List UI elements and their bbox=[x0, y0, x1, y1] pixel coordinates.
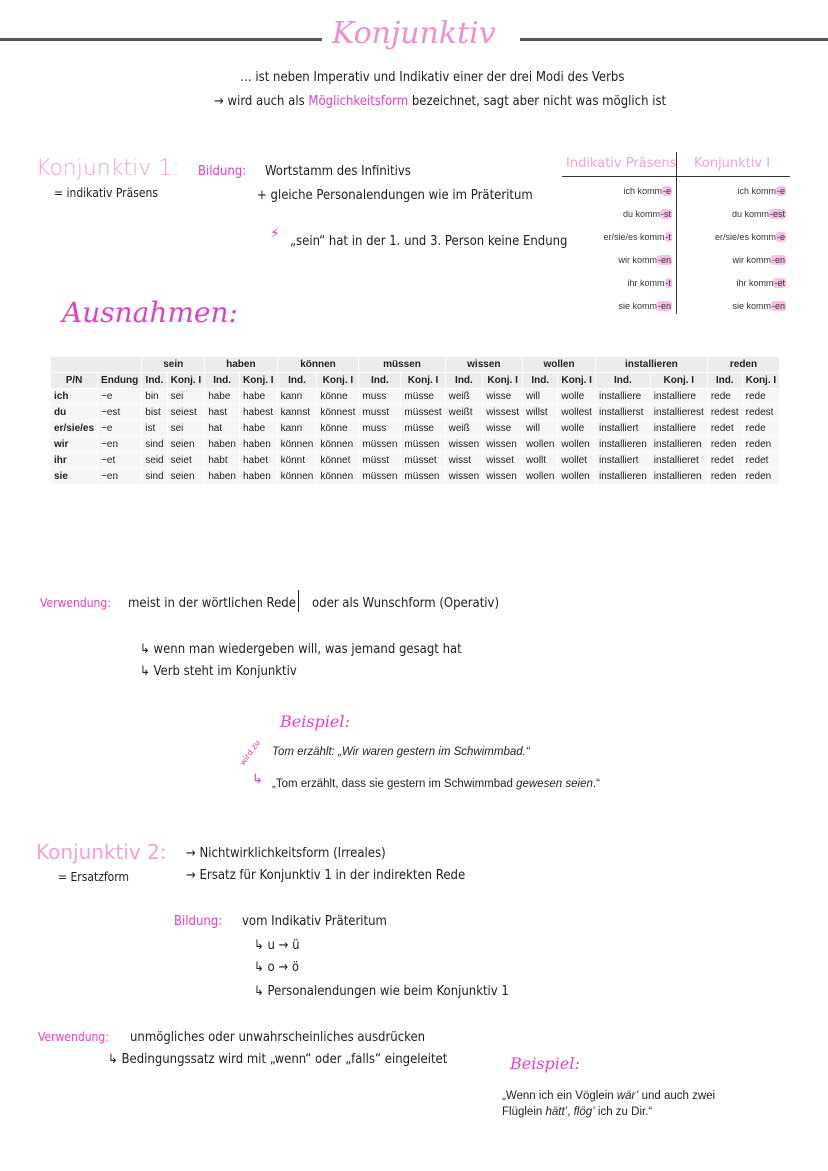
form-cell: weißt bbox=[445, 405, 483, 421]
column-header: Ind. bbox=[445, 373, 483, 389]
form-cell: wissen bbox=[483, 469, 523, 485]
table-row bbox=[51, 453, 780, 469]
column-header: Konj. I bbox=[742, 373, 780, 389]
verb-header: reden bbox=[707, 357, 779, 373]
verb-header-row bbox=[51, 357, 780, 373]
form-cell: müssen bbox=[401, 469, 445, 485]
k1-bildung-1: Wortstamm des Infinitivs bbox=[265, 164, 411, 179]
beispiel1-side-label: wird zu bbox=[238, 738, 262, 768]
column-header: Ind. bbox=[277, 373, 317, 389]
form-cell: kannst bbox=[277, 405, 317, 421]
form-cell: wollt bbox=[523, 453, 558, 469]
verwendung2-label: Verwendung: bbox=[38, 1030, 109, 1044]
paradigm-vline bbox=[676, 152, 677, 314]
form-cell: willst bbox=[523, 405, 558, 421]
form-cell: weiß bbox=[445, 421, 483, 437]
form-cell: installiert bbox=[595, 453, 650, 469]
turn-arrow-icon: ↳ bbox=[254, 938, 264, 953]
form-cell: wissest bbox=[483, 405, 523, 421]
form-cell: können bbox=[277, 469, 317, 485]
paradigm-ind-stem: ihr komm bbox=[627, 278, 665, 288]
k2-point-1-text: Nichtwirklichkeitsform (Irreales) bbox=[199, 846, 386, 861]
form-cell: müssen bbox=[359, 437, 401, 453]
k1-heading: Konjunktiv 1: bbox=[36, 156, 180, 181]
beispiel2-line-2b: ich zu Dir.“ bbox=[594, 1106, 653, 1118]
k2-heading: Konjunktiv 2: bbox=[36, 840, 167, 864]
form-cell: wollet bbox=[558, 453, 596, 469]
column-header: Ind. bbox=[707, 373, 742, 389]
verwendung1-point-1 bbox=[140, 642, 462, 657]
beispiel2-line-1b: und auch zwei bbox=[638, 1090, 716, 1102]
form-cell: installieren bbox=[595, 469, 650, 485]
column-header: Ind. bbox=[359, 373, 401, 389]
paradigm-ind-stem: sie komm bbox=[618, 301, 657, 311]
form-cell: müsse bbox=[401, 389, 445, 405]
paradigm-table bbox=[560, 152, 792, 316]
form-cell: reden bbox=[742, 469, 780, 485]
form-cell: können bbox=[317, 469, 359, 485]
verwendung1-point-1-text: wenn man wiedergeben will, was jemand gesagt hat bbox=[153, 642, 462, 657]
ending-cell: ~e bbox=[98, 421, 142, 437]
k2-rule-2-text: o → ö bbox=[267, 960, 300, 975]
form-cell: seien bbox=[167, 469, 205, 485]
form-cell: seid bbox=[142, 453, 167, 469]
form-cell: wolle bbox=[558, 421, 596, 437]
form-cell: könne bbox=[317, 421, 359, 437]
k1-note: „sein“ hat in der 1. und 3. Person keine Endung bbox=[290, 234, 568, 249]
form-cell: hast bbox=[205, 405, 240, 421]
column-header: Endung bbox=[98, 373, 142, 389]
form-cell: installierst bbox=[595, 405, 650, 421]
form-cell: wissen bbox=[483, 437, 523, 453]
paradigm-ind-cell bbox=[603, 232, 672, 242]
k2-bildung-1: vom Indikativ Präteritum bbox=[242, 914, 387, 929]
beispiel2-line-2a: Flüglein bbox=[502, 1106, 546, 1118]
form-cell: wollen bbox=[523, 437, 558, 453]
beispiel1-line-2-emph: gewesen seien bbox=[516, 778, 593, 790]
column-header: Konj. I bbox=[401, 373, 445, 389]
paradigm-konj-stem: ihr komm bbox=[736, 278, 774, 288]
paradigm-ind-ending: -t bbox=[665, 232, 671, 242]
form-cell: seiet bbox=[167, 453, 205, 469]
column-header: Konj. I bbox=[167, 373, 205, 389]
intro-line-2 bbox=[214, 94, 666, 109]
k2-point-1 bbox=[186, 846, 386, 861]
column-header: Ind. bbox=[523, 373, 558, 389]
form-cell: redet bbox=[707, 453, 742, 469]
form-cell: installiere bbox=[650, 389, 707, 405]
paradigm-konj-stem: sie komm bbox=[732, 301, 771, 311]
paradigm-konj-cell bbox=[736, 278, 786, 288]
turn-arrow-icon: ↳ bbox=[140, 664, 150, 679]
beispiel2-line-2-mid: , bbox=[567, 1106, 574, 1118]
form-cell: habe bbox=[240, 389, 278, 405]
form-cell: hat bbox=[205, 421, 240, 437]
form-cell: installieren bbox=[595, 437, 650, 453]
form-cell: redest bbox=[742, 405, 780, 421]
form-cell: wolle bbox=[558, 389, 596, 405]
form-cell: rede bbox=[707, 389, 742, 405]
ending-cell: ~en bbox=[98, 469, 142, 485]
paradigm-ind-stem: er/sie/es komm bbox=[603, 232, 665, 242]
verb-header: wissen bbox=[445, 357, 522, 373]
form-cell: seien bbox=[167, 437, 205, 453]
form-cell: können bbox=[277, 437, 317, 453]
form-cell: weiß bbox=[445, 389, 483, 405]
form-cell: wollen bbox=[523, 469, 558, 485]
page-title: Konjunktiv bbox=[332, 16, 496, 51]
form-cell: will bbox=[523, 421, 558, 437]
paradigm-konj-ending: -et bbox=[774, 278, 785, 288]
beispiel2-label: Beispiel: bbox=[510, 1054, 580, 1073]
intro-line-1: … ist neben Imperativ und Indikativ einer der drei Modi des Verbs bbox=[240, 70, 625, 85]
paradigm-konj-cell bbox=[715, 232, 786, 242]
form-cell: rede bbox=[742, 389, 780, 405]
verb-header: wollen bbox=[523, 357, 596, 373]
turn-arrow-icon: ↳ bbox=[108, 1052, 118, 1067]
paradigm-konj-stem: du komm bbox=[731, 209, 769, 219]
verb-header: müssen bbox=[359, 357, 445, 373]
beispiel1-line-2 bbox=[272, 778, 600, 790]
verb-header: sein bbox=[142, 357, 205, 373]
person-cell: du bbox=[51, 405, 98, 421]
k2-rule-1 bbox=[254, 938, 300, 953]
column-header: Ind. bbox=[595, 373, 650, 389]
person-cell: wir bbox=[51, 437, 98, 453]
beispiel2-line-1 bbox=[502, 1090, 715, 1102]
paradigm-ind-cell bbox=[618, 301, 672, 311]
verb-header: haben bbox=[205, 357, 277, 373]
k2-rule-3 bbox=[254, 984, 509, 999]
form-cell: ist bbox=[142, 421, 167, 437]
form-cell: haben bbox=[205, 437, 240, 453]
form-cell: will bbox=[523, 389, 558, 405]
form-cell: müssest bbox=[401, 405, 445, 421]
form-cell: sind bbox=[142, 469, 167, 485]
form-cell: kann bbox=[277, 421, 317, 437]
k2-point-2-text: Ersatz für Konjunktiv 1 in der indirekten Rede bbox=[199, 868, 466, 883]
paradigm-ind-ending: -st bbox=[661, 209, 671, 219]
form-cell: wisse bbox=[483, 421, 523, 437]
paradigm-ind-ending: -en bbox=[657, 255, 671, 265]
paradigm-head-ind: Indikativ Präsens bbox=[566, 156, 677, 171]
lightning-icon: ⚡ bbox=[270, 226, 280, 242]
form-cell: sei bbox=[167, 421, 205, 437]
form-cell: könnest bbox=[317, 405, 359, 421]
paradigm-ind-cell bbox=[627, 278, 672, 288]
paradigm-konj-ending: -est bbox=[769, 209, 785, 219]
intro-line-2-suffix: bezeichnet, sagt aber nicht was möglich ist bbox=[411, 94, 667, 109]
beispiel1-label: Beispiel: bbox=[280, 712, 350, 731]
beispiel1-line-2b: .“ bbox=[592, 778, 600, 790]
form-cell: redet bbox=[707, 421, 742, 437]
column-header: Ind. bbox=[205, 373, 240, 389]
form-cell: installierest bbox=[650, 405, 707, 421]
form-cell: redet bbox=[742, 453, 780, 469]
paradigm-ind-stem: ich komm bbox=[623, 186, 662, 196]
beispiel2-line-2-emph-2: flög’ bbox=[573, 1106, 595, 1118]
form-cell: kann bbox=[277, 389, 317, 405]
arrow-right-icon: → bbox=[186, 868, 196, 883]
paradigm-konj-cell bbox=[732, 255, 786, 265]
ending-cell: ~e bbox=[98, 389, 142, 405]
subheader-row bbox=[51, 373, 780, 389]
form-cell: muss bbox=[359, 421, 401, 437]
paradigm-konj-cell bbox=[737, 186, 786, 196]
form-cell: haben bbox=[205, 469, 240, 485]
intro-line-2-prefix: → wird auch als bbox=[214, 94, 305, 109]
verwendung1-label: Verwendung: bbox=[40, 596, 111, 610]
form-cell: habe bbox=[240, 421, 278, 437]
k2-point-2 bbox=[186, 868, 465, 883]
form-cell: müsst bbox=[359, 453, 401, 469]
verwendung2-point bbox=[108, 1052, 447, 1067]
paradigm-konj-stem: wir komm bbox=[732, 255, 771, 265]
table-row bbox=[51, 421, 780, 437]
form-cell: muss bbox=[359, 389, 401, 405]
ending-cell: ~et bbox=[98, 453, 142, 469]
verwendung1-point-2 bbox=[140, 664, 297, 679]
title-rule-left bbox=[0, 38, 322, 41]
k1-sub: = indikativ Präsens bbox=[54, 186, 158, 200]
paradigm-ind-stem: wir komm bbox=[618, 255, 657, 265]
form-cell: installiert bbox=[595, 421, 650, 437]
paradigm-konj-ending: -en bbox=[771, 255, 785, 265]
arrow-right-icon: ↳ bbox=[252, 772, 263, 787]
form-cell: können bbox=[317, 437, 359, 453]
k2-rule-2 bbox=[254, 960, 299, 975]
form-cell: wollen bbox=[558, 437, 596, 453]
paradigm-head-konj: Konjunktiv I bbox=[694, 156, 771, 171]
verwendung2-text: unmögliches oder unwahrscheinliches ausdrücken bbox=[130, 1030, 426, 1045]
k2-sub: = Ersatzform bbox=[58, 870, 130, 884]
form-cell: redest bbox=[707, 405, 742, 421]
form-cell: haben bbox=[240, 437, 278, 453]
turn-arrow-icon: ↳ bbox=[254, 984, 264, 999]
paradigm-ind-cell bbox=[618, 255, 672, 265]
form-cell: wissen bbox=[445, 469, 483, 485]
verwendung1-text-b: oder als Wunschform (Operativ) bbox=[312, 596, 500, 611]
column-header: P/N bbox=[51, 373, 98, 389]
form-cell: bist bbox=[142, 405, 167, 421]
paradigm-konj-ending: -e bbox=[776, 186, 785, 196]
beispiel2-line-2-emph-1: hätt’ bbox=[545, 1106, 568, 1118]
form-cell: reden bbox=[707, 437, 742, 453]
column-header: Konj. I bbox=[483, 373, 523, 389]
form-cell: müsset bbox=[401, 453, 445, 469]
paradigm-konj-cell bbox=[732, 301, 786, 311]
form-cell: installieren bbox=[650, 437, 707, 453]
column-header: Konj. I bbox=[240, 373, 278, 389]
form-cell: habest bbox=[240, 405, 278, 421]
person-cell: ich bbox=[51, 389, 98, 405]
paradigm-ind-ending: -t bbox=[665, 278, 671, 288]
person-cell: ihr bbox=[51, 453, 98, 469]
paradigm-ind-cell bbox=[623, 186, 672, 196]
form-cell: wisse bbox=[483, 389, 523, 405]
k1-bildung-2: + gleiche Personalendungen wie im Präteritum bbox=[257, 188, 533, 203]
beispiel2-line-1a: „Wenn ich ein Vöglein bbox=[502, 1090, 617, 1102]
form-cell: installiere bbox=[595, 389, 650, 405]
form-cell: wollest bbox=[558, 405, 596, 421]
beispiel2-line-1-emph: wär’ bbox=[616, 1090, 639, 1102]
paradigm-konj-stem: ich komm bbox=[737, 186, 776, 196]
k2-rule-1-text: u → ü bbox=[267, 938, 300, 953]
form-cell: müssen bbox=[401, 437, 445, 453]
form-cell: wollen bbox=[558, 469, 596, 485]
form-cell: seiest bbox=[167, 405, 205, 421]
beispiel2-line-2 bbox=[502, 1106, 652, 1118]
form-cell: könnt bbox=[277, 453, 317, 469]
table-row bbox=[51, 389, 780, 405]
verwendung2-point-text: Bedingungssatz wird mit „wenn“ oder „falls“ eingeleitet bbox=[121, 1052, 448, 1067]
form-cell: bin bbox=[142, 389, 167, 405]
table-corner-cell bbox=[51, 357, 142, 373]
person-cell: er/sie/es bbox=[51, 421, 98, 437]
paradigm-konj-stem: er/sie/es komm bbox=[714, 232, 776, 242]
form-cell: müssen bbox=[359, 469, 401, 485]
ending-cell: ~en bbox=[98, 437, 142, 453]
title-rule-right bbox=[520, 38, 828, 41]
paradigm-ind-stem: du komm bbox=[622, 209, 660, 219]
turn-arrow-icon: ↳ bbox=[140, 642, 150, 657]
k2-bildung-label: Bildung: bbox=[174, 914, 223, 929]
paradigm-ind-ending: -en bbox=[657, 301, 671, 311]
conjugation-table bbox=[50, 356, 780, 485]
verwendung1-point-2-text: Verb steht im Konjunktiv bbox=[153, 664, 297, 679]
beispiel1-line-1: Tom erzählt: „Wir waren gestern im Schwimmbad.“ bbox=[272, 746, 530, 758]
table-row bbox=[51, 437, 780, 453]
form-cell: wisset bbox=[483, 453, 523, 469]
k2-rule-3-text: Personalendungen wie beim Konjunktiv 1 bbox=[267, 984, 509, 999]
table-row bbox=[51, 405, 780, 421]
form-cell: musst bbox=[359, 405, 401, 421]
table-row bbox=[51, 469, 780, 485]
form-cell: habe bbox=[205, 389, 240, 405]
form-cell: sei bbox=[167, 389, 205, 405]
form-cell: müsse bbox=[401, 421, 445, 437]
verwendung1-text-a: meist in der wörtlichen Rede bbox=[128, 596, 296, 611]
beispiel1-line-2a: „Tom erzählt, dass sie gestern im Schwimmbad bbox=[272, 778, 517, 790]
conjugation-table-wrapper bbox=[50, 356, 780, 485]
column-header: Ind. bbox=[142, 373, 167, 389]
paradigm-konj-cell bbox=[732, 209, 786, 219]
verb-header: installieren bbox=[595, 357, 707, 373]
form-cell: habet bbox=[240, 453, 278, 469]
form-cell: reden bbox=[707, 469, 742, 485]
column-header: Konj. I bbox=[317, 373, 359, 389]
form-cell: installieren bbox=[650, 469, 707, 485]
form-cell: könne bbox=[317, 389, 359, 405]
arrow-right-icon: → bbox=[186, 846, 196, 861]
column-header: Konj. I bbox=[650, 373, 707, 389]
intro-highlight: Möglichkeitsform bbox=[308, 94, 409, 109]
verwendung1-divider bbox=[298, 590, 299, 612]
form-cell: haben bbox=[240, 469, 278, 485]
verb-header: können bbox=[277, 357, 359, 373]
form-cell: wissen bbox=[445, 437, 483, 453]
form-cell: rede bbox=[742, 421, 780, 437]
turn-arrow-icon: ↳ bbox=[254, 960, 264, 975]
form-cell: installieret bbox=[650, 453, 707, 469]
form-cell: habt bbox=[205, 453, 240, 469]
column-header: Konj. I bbox=[558, 373, 596, 389]
paradigm-konj-ending: -e bbox=[776, 232, 785, 242]
form-cell: installiere bbox=[650, 421, 707, 437]
form-cell: könnet bbox=[317, 453, 359, 469]
form-cell: wisst bbox=[445, 453, 483, 469]
ending-cell: ~est bbox=[98, 405, 142, 421]
paradigm-ind-cell bbox=[623, 209, 672, 219]
form-cell: sind bbox=[142, 437, 167, 453]
form-cell: reden bbox=[742, 437, 780, 453]
paradigm-ind-ending: -e bbox=[662, 186, 671, 196]
paradigm-konj-ending: -en bbox=[771, 301, 785, 311]
k1-bildung-label: Bildung: bbox=[198, 164, 247, 179]
person-cell: sie bbox=[51, 469, 98, 485]
ausnahmen-heading: Ausnahmen: bbox=[62, 296, 238, 329]
